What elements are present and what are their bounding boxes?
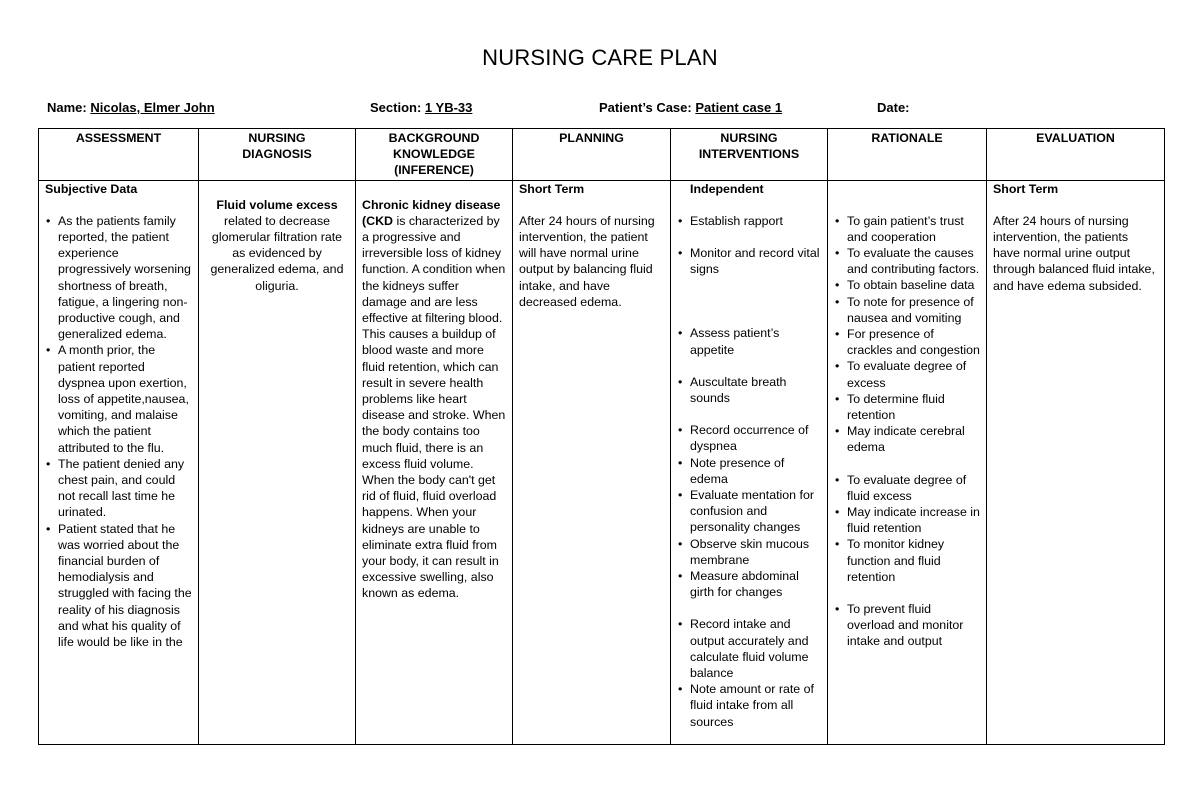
rationale-cell	[828, 180, 987, 744]
section-label: Section:	[370, 100, 422, 115]
planning-text: After 24 hours of nursing intervention, the patient will have normal urine output by balancing fluid intake, and have decreased edema.	[519, 213, 655, 309]
date-label: Date:	[877, 100, 910, 115]
background-cell	[356, 180, 513, 744]
list-item: • Assess patient’s appetite	[677, 325, 821, 357]
list-item: • To evaluate degree of fluid excess	[834, 472, 980, 504]
diagnosis-text: related to decrease glomerular filtration rate as evidenced by generalized edema, and oliguria.	[210, 213, 344, 293]
evaluation-cell	[987, 180, 1165, 744]
date-field	[877, 100, 910, 115]
list-item: • Record intake and output accurately and calculate fluid volume balance	[677, 616, 821, 681]
patient-case-label: Patient’s Case:	[599, 100, 692, 115]
list-item: • The patient denied any chest pain, and could not recall last time he urinated.	[45, 456, 192, 521]
list-item: • For presence of crackles and congestion	[834, 326, 980, 358]
content-row	[39, 180, 1165, 744]
list-item: • Patient stated that he was worried about the financial burden of hemodialysis and struggled with facing the reality of his diagnosis and what his quality of life would be like in the	[45, 521, 192, 651]
evaluation-text: After 24 hours of nursing intervention, the patients have normal urine output through balanced fluid intake, and have edema subsided.	[993, 213, 1155, 293]
assessment-cell	[39, 180, 199, 744]
list-item: • Establish rapport	[677, 213, 821, 229]
list-item: • Measure abdominal girth for changes	[677, 568, 821, 600]
name-label: Name:	[47, 100, 87, 115]
section-field	[370, 100, 472, 115]
planning-cell	[513, 180, 671, 744]
patient-case-field	[599, 100, 782, 115]
assessment-list	[45, 213, 192, 650]
list-item: • To monitor kidney function and fluid retention	[834, 536, 980, 585]
list-item: • Record occurrence of dyspnea	[677, 422, 821, 454]
diagnosis-title: Fluid volume excess	[216, 197, 338, 212]
page-title: NURSING CARE PLAN	[482, 45, 718, 70]
list-item: • Evaluate mentation for confusion and personality changes	[677, 487, 821, 536]
list-item: • Note presence of edema	[677, 455, 821, 487]
list-item: • To evaluate the causes and contributing factors.	[834, 245, 980, 277]
list-item: • As the patients family reported, the patient experience progressively worsening shortness of breath, fatigue, a lingering non-productive cough, and generalized edema.	[45, 213, 192, 343]
care-plan-table	[38, 128, 1165, 745]
list-item: • To evaluate degree of excess	[834, 358, 980, 390]
background-title: Chronic kidney disease (CKD	[362, 197, 501, 228]
header-rationale: RATIONALE	[828, 129, 987, 181]
list-item: • Observe skin mucous membrane	[677, 536, 821, 568]
list-item: • Auscultate breath sounds	[677, 374, 821, 406]
list-item: • Monitor and record vital signs	[677, 245, 821, 277]
header-evaluation: EVALUATION	[987, 129, 1165, 181]
interventions-heading: Independent	[690, 181, 764, 196]
rationale-list	[834, 213, 980, 650]
list-item: • May indicate increase in fluid retention	[834, 504, 980, 536]
header-nursing-diagnosis: NURSING DIAGNOSIS	[199, 129, 356, 181]
background-text: is characterized by a progressive and irreversible loss of kidney function. A condition when the kidneys suffer damage and are less effective at filtering blood. This causes a buildup of blood waste and more fluid retention, which can result in severe health problems like heart disease and stroke. When the body contains too much fluid, there is an excess fluid volume. When the body can't get rid of fluid, fluid overload happens. When your kidneys are unable to eliminate extra fluid from your body, it can result in excessive swelling, also known as edema.	[362, 213, 506, 601]
subjective-data-heading: Subjective Data	[45, 181, 138, 196]
list-item: • May indicate cerebral edema	[834, 423, 980, 455]
list-item: • To prevent fluid overload and monitor intake and output	[834, 601, 980, 650]
planning-heading: Short Term	[519, 181, 585, 196]
header-background-knowledge: BACKGROUND KNOWLEDGE (INFERENCE)	[356, 129, 513, 181]
list-item: • To determine fluid retention	[834, 391, 980, 423]
name-value: Nicolas, Elmer John	[90, 100, 215, 115]
header-assessment: ASSESSMENT	[39, 129, 199, 181]
patient-case-value: Patient case 1	[695, 100, 783, 115]
list-item: • To obtain baseline data	[834, 277, 980, 293]
list-item: • Note amount or rate of fluid intake from all sources	[677, 681, 821, 727]
name-field	[47, 100, 215, 115]
interventions-list	[677, 213, 821, 728]
list-item: • To note for presence of nausea and vomiting	[834, 294, 980, 326]
list-item: • A month prior, the patient reported dyspnea upon exertion, loss of appetite,nausea, vomiting, and malaise which the patient attributed to the flu.	[45, 342, 192, 455]
evaluation-heading: Short Term	[993, 181, 1059, 196]
header-row	[39, 129, 1165, 181]
interventions-cell	[671, 180, 828, 744]
header-planning: PLANNING	[513, 129, 671, 181]
list-item: • To gain patient’s trust and cooperation	[834, 213, 980, 245]
section-value: 1 YB-33	[424, 100, 473, 115]
diagnosis-cell	[199, 180, 356, 744]
header-nursing-interventions: NURSING INTERVENTIONS	[671, 129, 828, 181]
